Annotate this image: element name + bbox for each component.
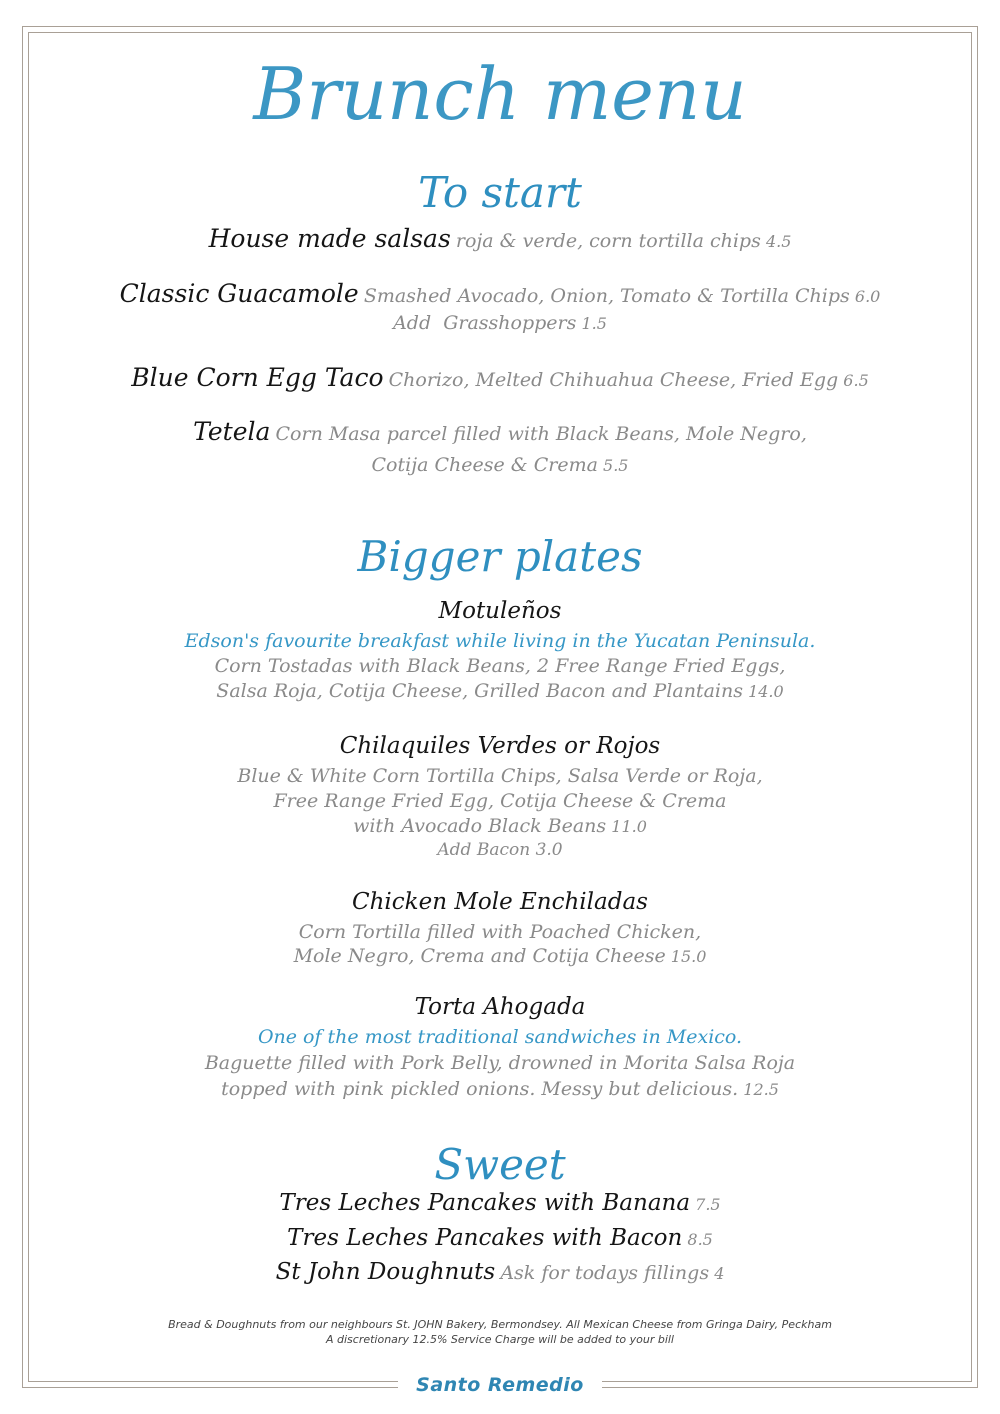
extra-price: 1.5 xyxy=(581,314,607,333)
dish-description-torta-1: Baguette filled with Pork Belly, drowned in Morita Salsa Roja xyxy=(204,1052,796,1074)
restaurant-logo: Santo Remedio xyxy=(416,1374,584,1396)
dish-description-motulenos-2-row xyxy=(0,680,1000,702)
dish-description: Corn Masa parcel filled with Black Beans, Mole Negro, xyxy=(275,423,807,445)
section-heading-bigger-plates: Bigger plates xyxy=(357,532,643,581)
dish-name-chilaquiles: Chilaquiles Verdes or Rojos xyxy=(339,733,661,759)
dish-name: Tres Leches Pancakes with Bacon xyxy=(287,1225,683,1251)
menu-item-tetela-line2 xyxy=(0,454,1000,476)
dish-description-torta-2: topped with pink pickled onions. Messy but delicious. xyxy=(221,1078,739,1100)
dish-description-chilaquiles-3: with Avocado Black Beans xyxy=(353,815,607,837)
dish-description: roja & verde, corn tortilla chips xyxy=(455,230,761,252)
dish-name: Tres Leches Pancakes with Banana xyxy=(279,1190,691,1216)
dish-note-motulenos: Edson's favourite breakfast while living in the Yucatan Peninsula. xyxy=(184,630,816,652)
dish-name: House made salsas xyxy=(208,224,451,253)
dish-description-motulenos-2: Salsa Roja, Cotija Cheese, Grilled Bacon and Plantains xyxy=(216,680,743,702)
menu-title: Brunch menu xyxy=(253,52,747,136)
menu-item-tetela xyxy=(0,417,1000,446)
dish-description-motulenos-1: Corn Tostadas with Black Beans, 2 Free Range Fried Eggs, xyxy=(214,655,786,677)
extra-label: Add Grasshoppers xyxy=(393,312,577,334)
dish-price: 11.0 xyxy=(611,817,647,836)
dish-description-enchiladas-2-row xyxy=(0,945,1000,967)
dish-note-torta-ahogada: One of the most traditional sandwiches in Mexico. xyxy=(257,1026,743,1048)
section-heading-sweet: Sweet xyxy=(434,1140,566,1189)
dish-price: 7.5 xyxy=(695,1195,721,1214)
dish-description-chilaquiles-3-row xyxy=(0,815,1000,837)
dish-description-cont: Cotija Cheese & Crema xyxy=(371,454,598,476)
dish-price: 4 xyxy=(714,1264,725,1283)
dish-description: Chorizo, Melted Chihuahua Cheese, Fried Egg xyxy=(388,369,839,391)
menu-item-pancakes-banana xyxy=(0,1190,1000,1216)
menu-item-classic-guacamole xyxy=(0,279,1000,308)
menu-item-pancakes-bacon xyxy=(0,1225,1000,1251)
dish-price: 14.0 xyxy=(748,682,784,701)
dish-name: Tetela xyxy=(193,417,271,446)
dish-description: Smashed Avocado, Onion, Tomato & Tortilla Chips xyxy=(363,285,850,307)
dish-name-torta-ahogada: Torta Ahogada xyxy=(414,994,586,1020)
dish-name: St John Doughnuts xyxy=(275,1259,496,1285)
dish-price: 8.5 xyxy=(687,1230,713,1249)
dish-name-chicken-mole-enchiladas: Chicken Mole Enchiladas xyxy=(352,889,648,915)
dish-description: Ask for todays fillings xyxy=(500,1262,710,1284)
menu-item-extra-grasshoppers xyxy=(0,312,1000,334)
dish-description-chilaquiles-2: Free Range Fried Egg, Cotija Cheese & Crema xyxy=(273,790,727,812)
dish-name: Blue Corn Egg Taco xyxy=(131,363,384,392)
dish-description-enchiladas-2: Mole Negro, Crema and Cotija Cheese xyxy=(293,945,666,967)
dish-price: 5.5 xyxy=(603,456,629,475)
dish-extra-add-bacon: Add Bacon 3.0 xyxy=(437,840,563,860)
dish-description-enchiladas-1: Corn Tortilla filled with Poached Chicken, xyxy=(298,921,702,943)
dish-description-torta-2-row xyxy=(0,1078,1000,1100)
menu-item-house-salsas xyxy=(0,224,1000,253)
dish-price: 4.5 xyxy=(765,232,792,251)
section-heading-to-start: To start xyxy=(418,168,582,217)
dish-name: Classic Guacamole xyxy=(119,279,359,308)
footer-suppliers-note: Bread & Doughnuts from our neighbours St. JOHN Bakery, Bermondsey. All Mexican Cheese from Gringa Dairy, Peckham xyxy=(168,1318,832,1331)
dish-price: 12.5 xyxy=(743,1080,779,1099)
dish-price: 15.0 xyxy=(670,947,707,966)
dish-description-chilaquiles-1: Blue & White Corn Tortilla Chips, Salsa Verde or Roja, xyxy=(237,765,763,787)
dish-price: 6.0 xyxy=(854,287,881,306)
footer-service-charge-note: A discretionary 12.5% Service Charge will be added to your bill xyxy=(325,1333,674,1346)
dish-name-motulenos: Motuleños xyxy=(438,598,562,624)
menu-item-st-john-doughnuts xyxy=(0,1259,1000,1285)
menu-item-blue-corn-egg-taco xyxy=(0,363,1000,392)
dish-price: 6.5 xyxy=(843,371,869,390)
